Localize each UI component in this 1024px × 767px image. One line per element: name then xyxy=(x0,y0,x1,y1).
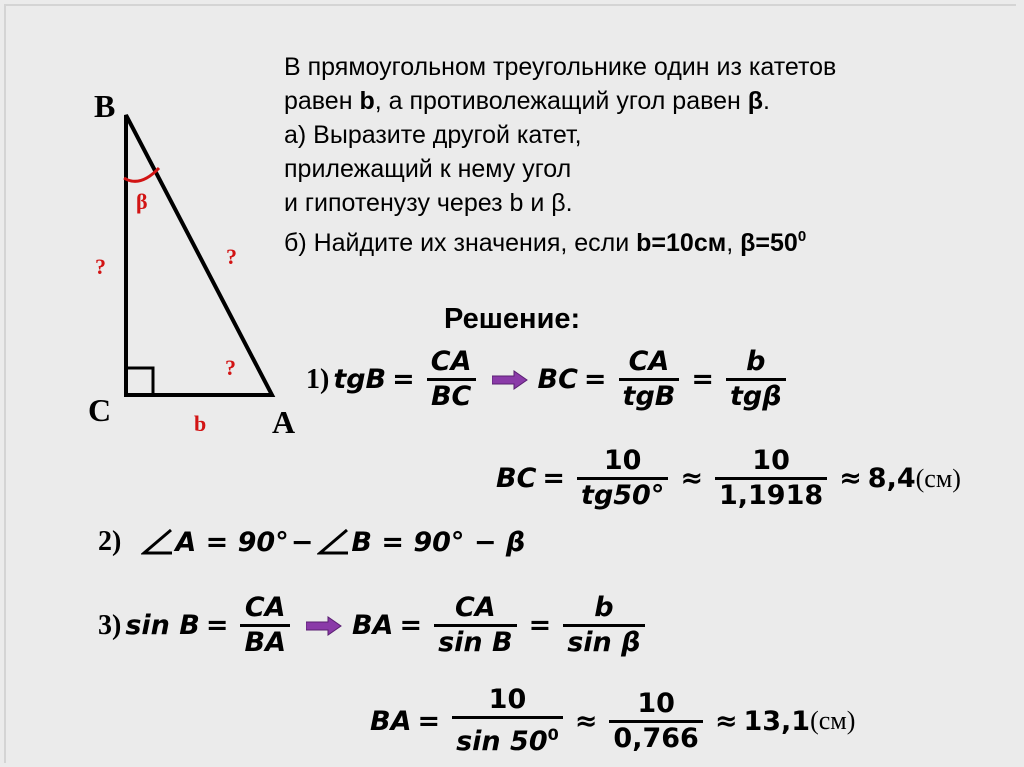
problem-line-3: а) Выразите другой катет, xyxy=(284,121,582,149)
fraction: $\frac{10}{0,766}$ xyxy=(609,688,702,755)
fraction: $\frac{b}{\text{tgβ}}$ xyxy=(726,346,786,413)
fraction: $\frac{CA}{\text{sin B}}$ xyxy=(434,592,517,659)
step-2-formula xyxy=(98,526,525,558)
equals-sign: = xyxy=(528,610,552,641)
problem-line-6: б) Найдите их значения, если b=10см, $\beta=50^0$ xyxy=(284,228,807,257)
equals-sign: = xyxy=(205,610,229,641)
approx-sign: ≈ xyxy=(714,705,738,737)
step-1-calculation xyxy=(496,445,961,512)
equals-sign: = xyxy=(583,364,607,395)
arrow-right-icon xyxy=(492,370,528,390)
angle-b-expression: B = 90° − β xyxy=(351,526,526,558)
equals-sign: = xyxy=(392,364,415,395)
fraction: $\frac{10}{tg50^\circ}$ xyxy=(577,445,668,512)
problem-statement xyxy=(284,50,836,260)
side-b-label: b xyxy=(194,411,207,436)
fraction: $\frac{CA}{\text{tgB}}$ xyxy=(619,346,680,413)
ba-result: 13,1 xyxy=(743,705,811,737)
step-3-lhs: sin B xyxy=(125,610,200,641)
bc-label: BC xyxy=(496,463,537,494)
triangle-diagram xyxy=(0,0,330,450)
arrow-right-icon xyxy=(306,616,342,636)
bc-result: 8,4 xyxy=(867,463,916,494)
problem-line-2: равен b, а противолежащий угол равен β. xyxy=(284,87,770,115)
step-1-number: 1) xyxy=(306,363,330,395)
vertex-b-label: B xyxy=(94,88,116,124)
approx-sign: ≈ xyxy=(680,463,703,494)
unit-label: (см) xyxy=(810,706,856,735)
vertex-c-label: C xyxy=(88,392,112,428)
step-1-formula xyxy=(306,346,792,413)
step-3-calculation xyxy=(370,684,855,758)
triangle-shape xyxy=(126,115,272,395)
equals-sign: = xyxy=(542,463,566,494)
approx-sign: ≈ xyxy=(839,463,862,494)
right-angle-mark xyxy=(126,368,153,395)
fraction: $\frac{b}{\text{sin β}}$ xyxy=(563,592,644,659)
angle-beta-label: β xyxy=(136,189,148,214)
step-2-number: 2) xyxy=(98,526,122,557)
fraction: $\frac{CA}{BA}$ xyxy=(240,592,289,659)
angle-symbol-icon xyxy=(317,528,349,556)
unknown-angle-mark: ? xyxy=(225,355,236,380)
angle-a-expression: A = 90° xyxy=(175,526,289,558)
equals-sign: = xyxy=(417,705,441,737)
approx-sign: ≈ xyxy=(574,705,598,737)
unknown-hypotenuse-mark: ? xyxy=(226,244,237,269)
step-3-formula xyxy=(98,592,651,659)
problem-line-5: и гипотенузу через b и β. xyxy=(284,189,573,217)
step-3-number: 3) xyxy=(98,609,122,641)
dash: − xyxy=(290,526,314,558)
step-3-ba: BA xyxy=(351,610,394,641)
problem-line-4: прилежащий к нему угол xyxy=(284,155,572,183)
step-1-lhs: tgB xyxy=(333,364,387,395)
vertex-a-label: A xyxy=(272,404,296,440)
fraction: $\frac{10}{1,1918}$ xyxy=(715,445,827,512)
fraction: $\frac{10}{\sin 50^0}$ xyxy=(452,684,563,758)
unit-label: (см) xyxy=(915,463,961,493)
solution-heading: Решение: xyxy=(444,303,581,335)
equals-sign: = xyxy=(691,364,714,395)
equals-sign: = xyxy=(399,610,423,641)
unknown-leg-mark: ? xyxy=(95,254,106,279)
step-1-bc: BC xyxy=(537,364,578,395)
ba-label: BA xyxy=(370,705,412,737)
angle-symbol-icon xyxy=(141,528,173,556)
fraction: $\frac{CA}{BC}$ xyxy=(427,346,476,413)
problem-line-1: В прямоугольном треугольнике один из катетов xyxy=(284,53,837,81)
